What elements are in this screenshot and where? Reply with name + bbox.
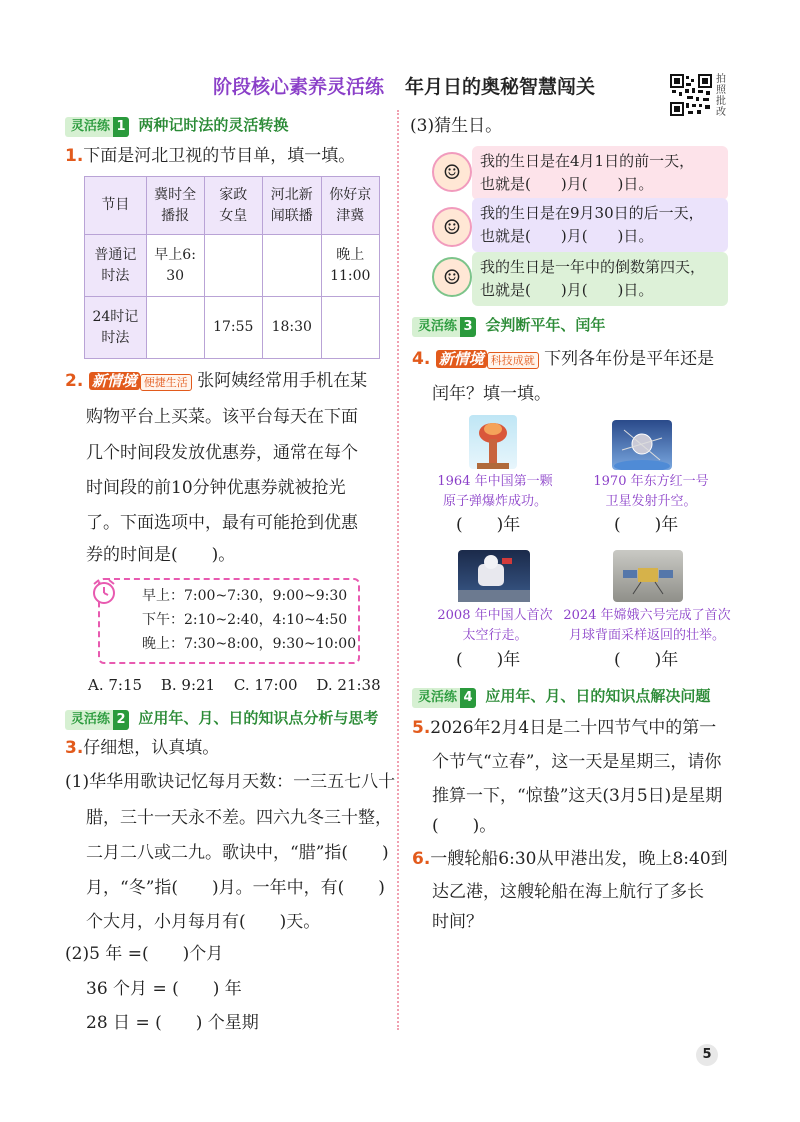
q2-line: 购物平台上买菜。该平台每天在下面: [86, 407, 358, 427]
table-cell: 节目: [85, 177, 147, 235]
q6-line-1: 6.一艘轮船6:30从甲港出发，晚上8:40到: [412, 849, 728, 869]
girl-avatar-icon: ☺: [432, 207, 472, 247]
q3-p1-line: (1)华华用歌诀记忆每月天数：一三五七八十: [65, 772, 396, 792]
q3-p2-line: (2)5 年 =( )个月: [65, 944, 224, 964]
spacewalk-image: [458, 550, 530, 602]
section-3-title: 会判断平年、闰年: [485, 316, 606, 334]
q6-line: 达乙港，这艘轮船在海上航行了多长: [432, 882, 704, 902]
caption-2008: 2008 年中国人首次 太空行走。: [437, 608, 553, 643]
table-cell: 18:30: [263, 297, 321, 359]
table-cell: 冀时全 播报: [146, 177, 204, 235]
answer-2024[interactable]: ( )年: [614, 650, 679, 670]
q3-prompt: 3.仔细想，认真填。: [65, 738, 220, 758]
schedule-morning: 早上：7:00~7:30，9:00~9:30: [142, 588, 348, 604]
answer-2008[interactable]: ( )年: [456, 650, 521, 670]
answer-1970[interactable]: ( )年: [614, 515, 679, 535]
schedule-afternoon: 下午：2:10~2:40，4:10~4:50: [142, 612, 348, 628]
table-cell: 晚上 11:00: [321, 235, 380, 297]
table-cell-blank[interactable]: [146, 297, 204, 359]
qr-code[interactable]: [670, 74, 712, 116]
schedule-evening: 晚上：7:30~8:00，9:30~10:00: [142, 636, 357, 652]
birthday-bubble-1: 我的生日是在4月1日的前一天， 也就是( )月( )日。: [472, 146, 728, 200]
header-title-part2: 年月日的奥秘智慧闯关: [405, 76, 596, 98]
q2-line-1: 2. 新情境 便捷生活 张阿姨经常用手机在某: [65, 371, 368, 391]
schedule-list: [142, 584, 356, 656]
q3-p2-line: 36 个月 = ( ) 年: [86, 979, 242, 999]
q3-p3-title: (3)猜生日。: [410, 116, 503, 136]
table-cell-blank[interactable]: [204, 235, 262, 297]
q5-line-1: 5.2026年2月4日是二十四节气中的第一: [412, 718, 717, 738]
q3-p2-line: 28 日 = ( ) 个星期: [86, 1013, 259, 1033]
section-4-header: 灵活练 4 应用年、月、日的知识点解决问题: [412, 685, 710, 708]
boy2-avatar-icon: ☺: [432, 257, 472, 297]
table-cell: 河北新 闻联播: [263, 177, 321, 235]
caption-2024: 2024 年嫦娥六号完成了首次 月球背面采样返回的壮举。: [563, 608, 731, 643]
program-table: [84, 176, 380, 359]
answer-1964[interactable]: ( )年: [456, 515, 521, 535]
q3-p1-line: 腊，三十一天永不差。四六九冬三十整，: [86, 808, 392, 828]
satellite-image: [612, 420, 672, 470]
caption-1970: 1970 年东方红一号 卫星发射升空。: [593, 474, 709, 509]
mushroom-cloud-image: [469, 415, 517, 469]
q4-line-2: 闰年？填一填。: [432, 384, 551, 404]
context-badge: 新情境 便捷生活: [89, 371, 192, 393]
table-cell: 你好京 津冀: [321, 177, 380, 235]
option-a[interactable]: A. 7:15: [88, 676, 143, 694]
lunar-lander-image: [613, 550, 683, 602]
q2-options: [88, 676, 381, 694]
section-2-header: 灵活练 2 应用年、月、日的知识点分析与思考: [65, 707, 378, 730]
section-3-header: 灵活练 3 会判断平年、闰年: [412, 314, 605, 337]
boy-avatar-icon: ☺: [432, 152, 472, 192]
q4-line-1: 4. 新情境 科技成就 下列各年份是平年还是: [412, 349, 715, 369]
section-1-header: 灵活练 1 两种记时法的灵活转换: [65, 114, 288, 137]
option-c[interactable]: C. 17:00: [233, 676, 298, 694]
page-number: 5: [696, 1044, 718, 1066]
table-cell-blank[interactable]: [263, 235, 321, 297]
q2-line: 时间段的前10分钟优惠券就被抢光: [86, 478, 346, 498]
table-cell: 早上6: 30: [146, 235, 204, 297]
q3-p1-line: 月，“冬”指( )月。一年中，有( ): [86, 878, 385, 898]
section-4-title: 应用年、月、日的知识点解决问题: [485, 687, 711, 705]
caption-1964: 1964 年中国第一颗 原子弹爆炸成功。: [437, 474, 553, 509]
q5-line: ( )。: [432, 816, 497, 836]
q2-line: 券的时间是( )。: [86, 545, 236, 565]
q6-line: 时间？: [432, 912, 483, 932]
table-cell-blank[interactable]: [321, 297, 380, 359]
alarm-clock-icon: [90, 578, 118, 611]
qr-caption: 拍照批改: [716, 74, 726, 118]
q5-line: 推算一下，“惊蛰”这天(3月5日)是星期: [432, 786, 723, 806]
q2-line: 几个时间段发放优惠券，通常在每个: [86, 443, 358, 463]
birthday-bubble-2: 我的生日是在9月30日的后一天， 也就是( )月( )日。: [472, 198, 728, 252]
table-cell: 普通记 时法: [85, 235, 147, 297]
q5-line: 个节气“立春”，这一天是星期三，请你: [432, 752, 722, 772]
q3-p1-line: 个大月，小月每月有( )天。: [86, 912, 321, 932]
table-cell: 家政 女皇: [204, 177, 262, 235]
q3-p1-line: 二月二八或二九。歌诀中，“腊”指( ): [86, 843, 389, 863]
table-cell: 24时记 时法: [85, 297, 147, 359]
header-title-part1: 阶段核心素养灵活练: [213, 76, 385, 98]
birthday-bubble-3: 我的生日是一年中的倒数第四天， 也就是( )月( )日。: [472, 252, 728, 306]
section-1-title: 两种记时法的灵活转换: [138, 116, 289, 134]
section-2-title: 应用年、月、日的知识点分析与思考: [138, 709, 379, 727]
q1-prompt: 1.下面是河北卫视的节目单，填一填。: [65, 146, 356, 166]
column-divider: [397, 110, 399, 1030]
q2-line: 了。下面选项中，最有可能抢到优惠: [86, 513, 358, 533]
option-d[interactable]: D. 21:38: [316, 676, 381, 694]
context-badge: 新情境 科技成就: [436, 349, 539, 371]
table-cell: 17:55: [204, 297, 262, 359]
option-b[interactable]: B. 9:21: [160, 676, 216, 694]
